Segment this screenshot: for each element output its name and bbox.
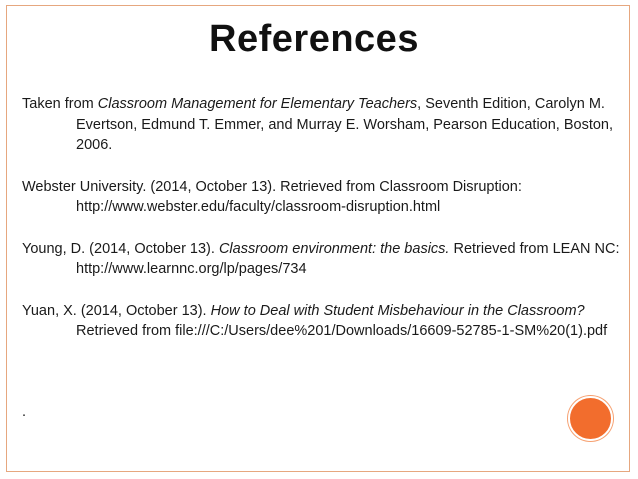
reference-text: Taken from	[22, 96, 98, 112]
reference-item	[22, 94, 622, 156]
reference-title: Classroom Management for Elementary Teachers	[97, 96, 418, 112]
reference-item	[22, 239, 622, 280]
reference-text: , Seventh Edition, Carolyn M. Evertson, Edmund T. Emmer, and Murray E. Worsham, Pearson Education, Boston, 2006.	[76, 96, 614, 153]
reference-text: Webster University. (2014, October 13). Retrieved from Classroom Disruption: http://www.webster.edu/faculty/classroom-disruption.html	[22, 178, 522, 215]
orange-circle-decoration	[568, 396, 613, 441]
reference-item	[22, 301, 622, 342]
reference-title: How to Deal with Student Misbehaviour in the Classroom?	[210, 302, 585, 319]
reference-text: Retrieved from file:///C:/Users/dee%201/Downloads/16609-52785-1-SM%20(1).pdf	[76, 323, 608, 339]
reference-text: Retrieved from LEAN NC: http://www.learnnc.org/lp/pages/734	[76, 240, 620, 277]
trailing-period: .	[22, 404, 27, 420]
references-list	[22, 94, 622, 363]
reference-item	[22, 177, 622, 218]
reference-title: Classroom environment: the basics.	[218, 240, 450, 257]
reference-text: Young, D. (2014, October 13).	[22, 240, 219, 257]
reference-text: Yuan, X. (2014, October 13).	[22, 302, 211, 319]
page-title: References	[209, 18, 419, 60]
